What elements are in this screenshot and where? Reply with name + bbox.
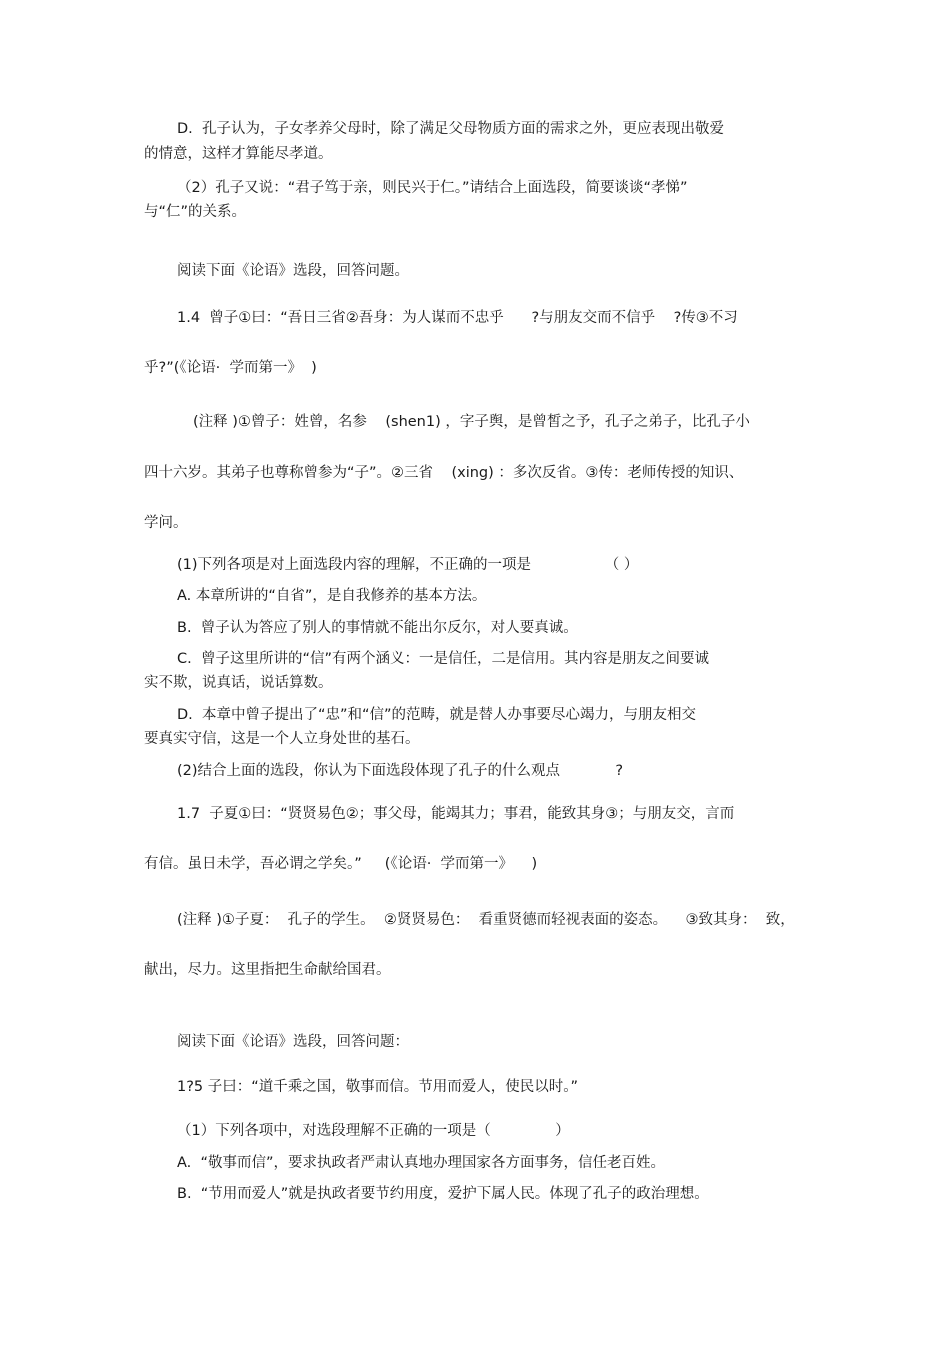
text-line: 1.7 子夏①曰：“贤贤易色②；事父母，能竭其力；事君，能致其身③；与朋友交，言而 — [177, 806, 735, 822]
text-line: 四十六岁。其弟子也尊称曾参为“子”。②三省 (xing) ：多次反省。③传：老师传授的知识、 — [144, 465, 744, 481]
text-line: （1）下列各项中，对选段理解不正确的一项是（ ） — [177, 1123, 570, 1139]
text-line: 1.4 曾子①曰：“吾日三省②吾身：为人谋而不忠乎 ?与朋友交而不信乎 ?传③不习 — [177, 310, 738, 326]
text-line: 阅读下面《论语》选段，回答问题。 — [177, 263, 409, 279]
text-line: (注释 )①子夏： 孔子的学生。 ②贤贤易色： 看重贤德而轻视表面的姿态。 ③致其身： 致， — [177, 912, 795, 928]
text-line: 乎?”(《论语· 学而第一》 ) — [144, 360, 317, 376]
text-line: 实不欺，说真话，说话算数。 — [144, 675, 333, 691]
text-line: （2）孔子又说：“君子笃于亲，则民兴于仁。”请结合上面选段，简要谈谈“孝悌” — [177, 180, 688, 196]
text-line: B. “节用而爱人”就是执政者要节约用度，爱护下属人民。体现了孔子的政治理想。 — [177, 1186, 709, 1202]
text-line: 的情意，这样才算能尽孝道。 — [144, 146, 333, 162]
text-line: C. 曾子这里所讲的“信”有两个涵义：一是信任，二是信用。其内容是朋友之间要诚 — [177, 651, 709, 667]
text-line: (注释 )①曾子：姓曾，名参 (shen1) ，字子舆，是曾皙之予，孔子之弟子，比孔子小 — [193, 414, 750, 430]
text-line: 与“仁”的关系。 — [144, 204, 247, 220]
text-line: 有信。虽日未学，吾必谓之学矣。” (《论语· 学而第一》 ) — [144, 856, 538, 872]
text-line: D. 孔子认为，子女孝养父母时，除了满足父母物质方面的需求之外，更应表现出敬爱 — [177, 121, 724, 137]
text-line: 1?5 子曰：“道千乘之国，敬事而信。节用而爱人，使民以时。” — [177, 1079, 579, 1095]
text-line: 阅读下面《论语》选段，回答问题： — [177, 1034, 409, 1050]
text-line: 要真实守信，这是一个人立身处世的基石。 — [144, 731, 420, 747]
text-line: A. 本章所讲的“自省”，是自我修养的基本方法。 — [177, 588, 487, 604]
text-line: A. “敬事而信”，要求执政者严肃认真地办理国家各方面事务，信任老百姓。 — [177, 1155, 666, 1171]
text-line: (2)结合上面的选段，你认为下面选段体现了孔子的什么观点 ? — [177, 763, 624, 779]
text-line: B. 曾子认为答应了别人的事情就不能出尔反尔，对人要真诚。 — [177, 620, 578, 636]
text-line: 献出，尽力。这里指把生命献给国君。 — [144, 962, 391, 978]
text-line: D. 本章中曾子提出了“忠”和“信”的范畴，就是替人办事要尽心竭力，与朋友相交 — [177, 707, 697, 723]
text-line: 学问。 — [144, 515, 188, 531]
text-line: (1)下列各项是对上面选段内容的理解，不正确的一项是 （ ） — [177, 557, 639, 573]
